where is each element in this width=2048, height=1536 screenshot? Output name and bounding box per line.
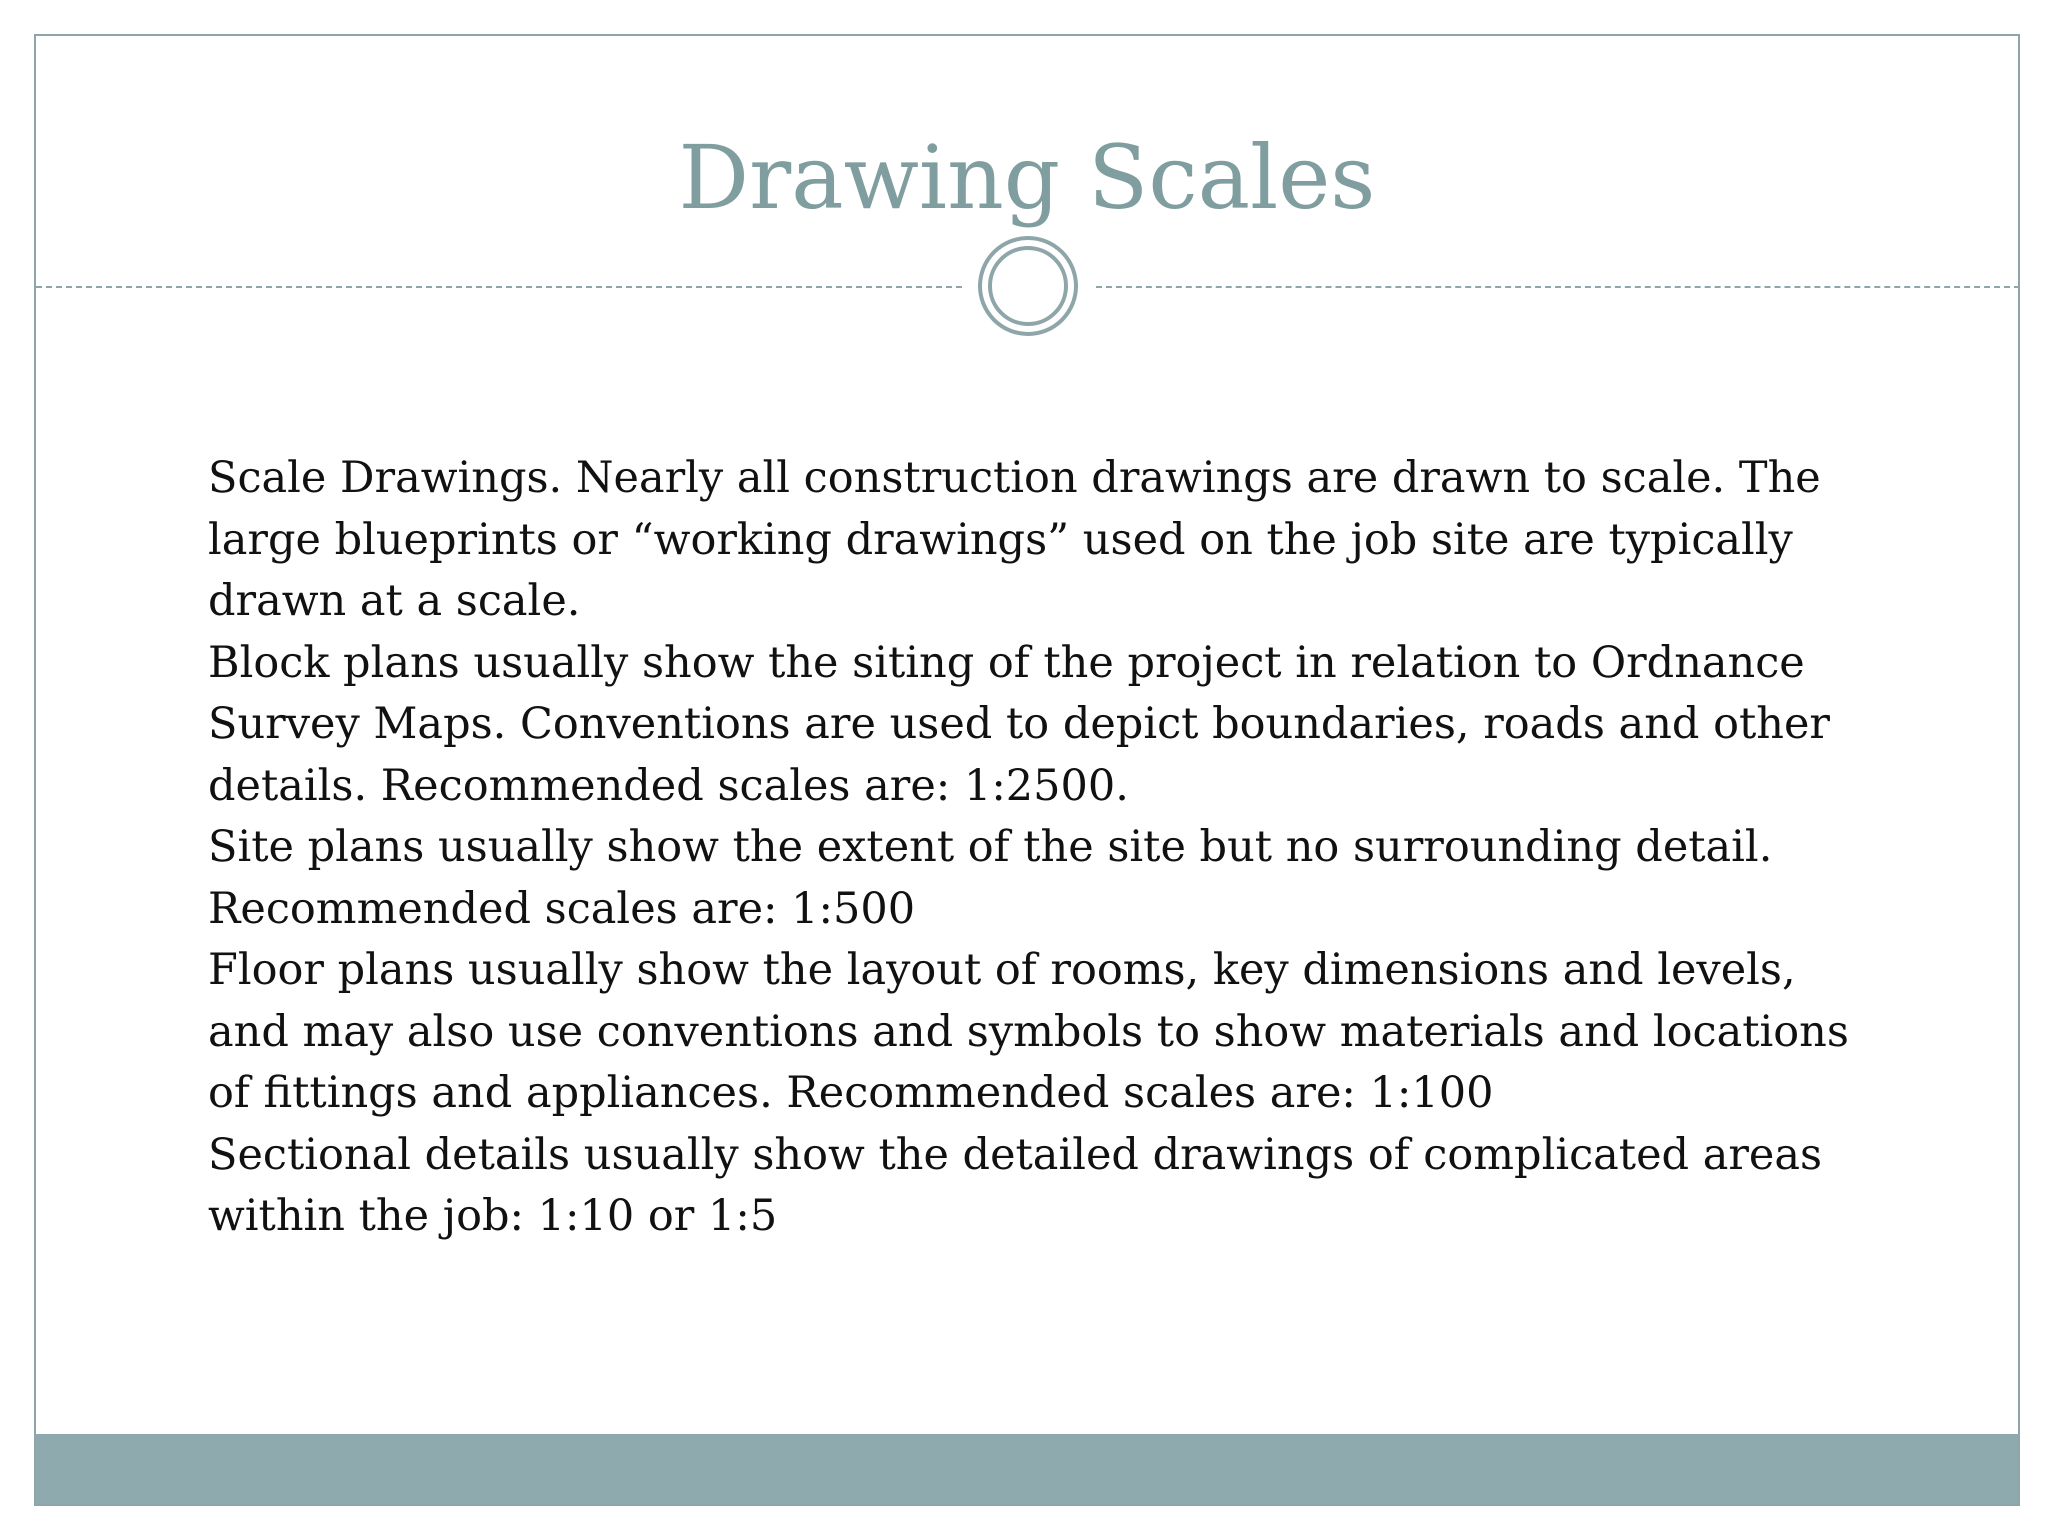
paragraph-sectional-details: Sectional details usually show the detailed drawings of complicated areas within the job: 1:10 or 1:5 xyxy=(208,1129,1823,1241)
paragraph-site-plans: Site plans usually show the extent of the site but no surrounding detail. Recommended scales are: 1:500 xyxy=(208,822,1773,934)
circle-ornament-icon xyxy=(976,234,1080,338)
paragraph-block-plans: Block plans usually show the siting of the project in relation to Ordnance Survey Maps. Conventions are used to depict boundaries, roads and other details. Recommended scales are: 1:2500. xyxy=(208,637,1830,811)
title-divider-right xyxy=(1096,286,2020,288)
slide-title: Drawing Scales xyxy=(678,126,1376,229)
footer-band xyxy=(36,1434,2018,1504)
slide-body xyxy=(208,448,1868,1248)
paragraph-floor-plans: Floor plans usually show the layout of rooms, key dimensions and levels, and may also use conventions and symbols to show materials and locations of fittings and appliances. Recommended scales are: 1:100 xyxy=(208,945,1849,1118)
slide xyxy=(34,34,2020,1506)
paragraph-scale-drawings: Scale Drawings. Nearly all construction drawings are drawn to scale. The large blueprints or “working drawings” used on the job site are typically drawn at a scale. xyxy=(208,453,1821,626)
title-divider-left xyxy=(36,286,962,288)
